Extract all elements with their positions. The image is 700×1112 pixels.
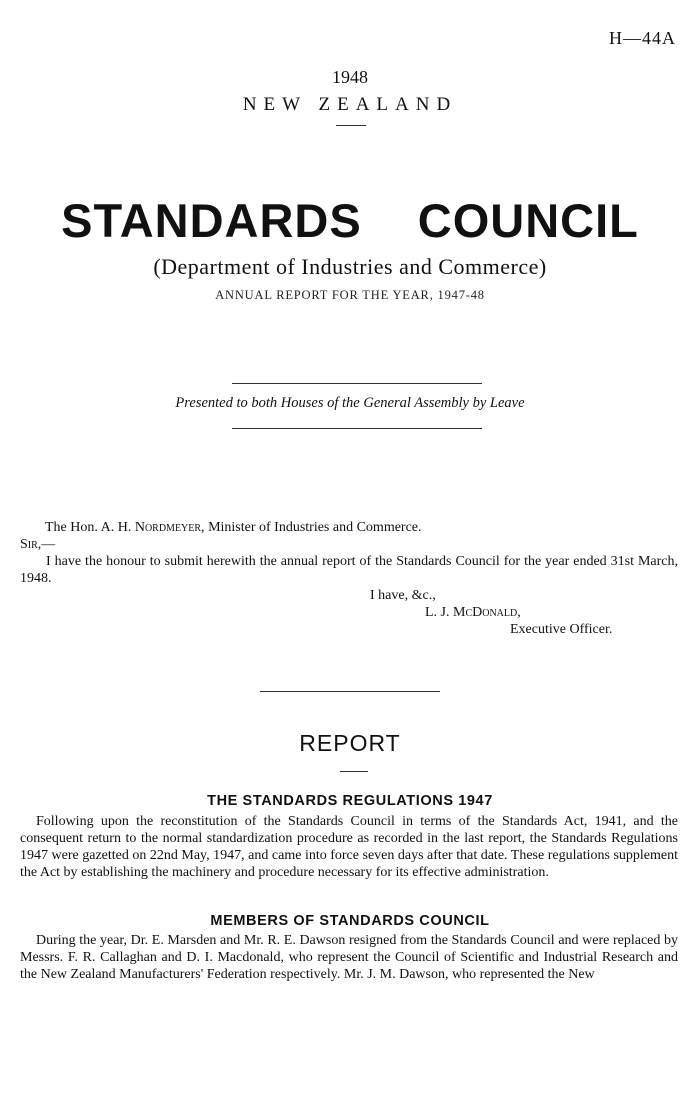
section-heading: THE STANDARDS REGULATIONS 1947 bbox=[207, 793, 493, 809]
report-year: 1948 bbox=[332, 67, 368, 87]
section-text: During the year, Dr. E. Marsden and Mr. R. E. Dawson resigned from the Standards Council and were replaced by Messrs. F. R. Callaghan and D. I. Macdonald, who represent the Council of Scientific and Industrial Research and the New Zealand Manufacturers' Federation respectively. Mr. J. M. Dawson, who represented the New bbox=[20, 933, 678, 982]
document-reference: H—44A bbox=[609, 28, 676, 48]
addressee-name: Nordmeyer, bbox=[134, 520, 205, 535]
annual-report-line: ANNUAL REPORT FOR THE YEAR, 1947-48 bbox=[215, 288, 485, 302]
signer-title: Executive Officer. bbox=[510, 622, 613, 637]
divider-upper bbox=[232, 383, 482, 384]
country-heading: NEW ZEALAND bbox=[242, 94, 458, 115]
section-text: Following upon the reconstitution of the Standards Council in terms of the Standards Act, 1941, and the consequent return to the normal standardization procedure as recorded in the last report, the Standards Regulations 1947 were gazetted on 22nd May, 1947, and came into force seven days after that date. These regulations supplement the Act by establishing the machinery and procedure necessary for its effective administration. bbox=[20, 814, 678, 880]
section-heading: MEMBERS OF STANDARDS COUNCIL bbox=[210, 913, 490, 929]
signer-name: L. J. McDonald, bbox=[425, 605, 521, 620]
department-subtitle: (Department of Industries and Commerce) bbox=[153, 254, 547, 279]
addressee-prefix: The Hon. A. H. bbox=[45, 520, 132, 535]
addressee-suffix: Minister of Industries and Commerce. bbox=[208, 520, 422, 535]
main-title: STANDARDS COUNCIL bbox=[61, 194, 639, 247]
report-heading: REPORT bbox=[299, 730, 401, 756]
letter-closing: I have, &c., bbox=[370, 588, 436, 603]
divider-report-short bbox=[340, 771, 368, 772]
addressee-line bbox=[45, 519, 422, 536]
presented-line: Presented to both Houses of the General Assembly by Leave bbox=[175, 395, 525, 411]
divider-short bbox=[336, 125, 366, 126]
divider-report bbox=[260, 691, 440, 692]
letter-body: I have the honour to submit herewith the annual report of the Standards Council for the year ended 31st March, 1948. bbox=[20, 554, 678, 586]
salutation: Sir,— bbox=[20, 537, 56, 552]
divider-lower bbox=[232, 428, 482, 429]
